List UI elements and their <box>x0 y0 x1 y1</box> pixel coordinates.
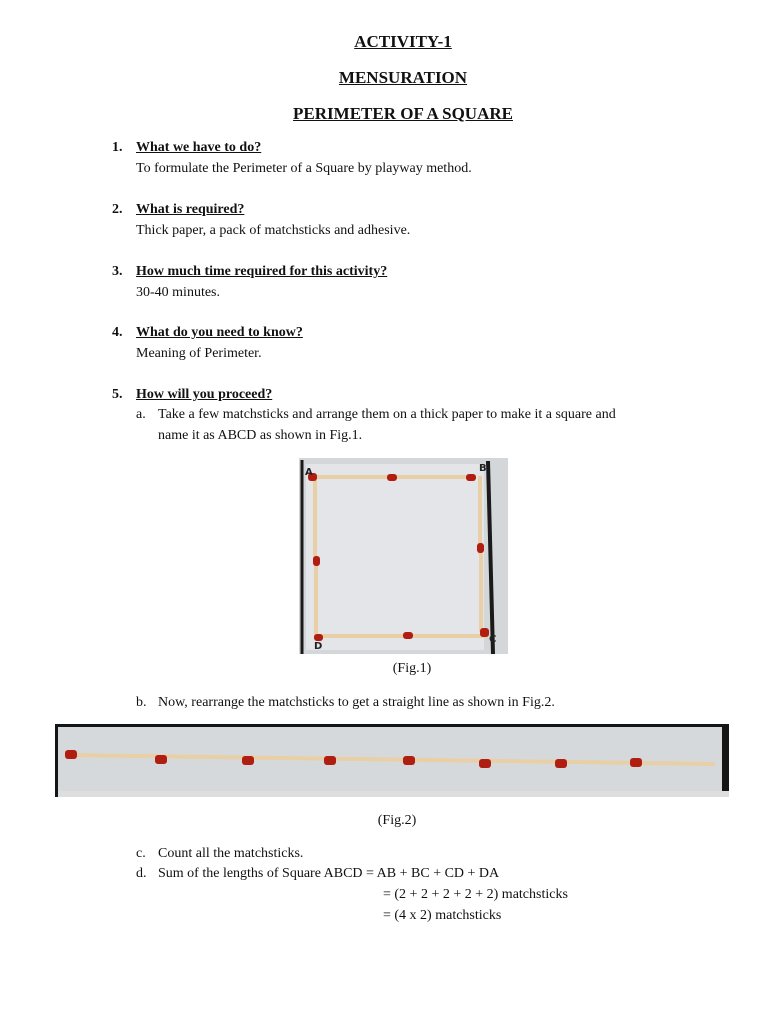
section-title: What is required? <box>136 202 245 217</box>
corner-label: A <box>305 467 313 478</box>
step-marker: a. <box>136 407 146 422</box>
section-number: 4. <box>112 325 123 340</box>
section-text: Thick paper, a pack of matchsticks and adhesive. <box>136 223 411 238</box>
figure-2-photo <box>55 724 729 797</box>
equation-line: = (2 + 2 + 2 + 2 + 2) matchsticks <box>383 887 568 902</box>
equation-line: = (4 x 2) matchsticks <box>383 908 502 923</box>
section-title: How much time required for this activity? <box>136 264 388 279</box>
topic-heading: PERIMETER OF A SQUARE <box>293 104 513 123</box>
step-text: Take a few matchsticks and arrange them on a thick paper to make it a square and <box>158 407 616 422</box>
step-marker: b. <box>136 695 147 710</box>
step-marker: d. <box>136 866 147 881</box>
step-text: Sum of the lengths of Square ABCD = AB + BC + CD + DA <box>158 866 500 881</box>
section-number: 1. <box>112 140 123 155</box>
section-title: What do you need to know? <box>136 325 303 340</box>
activity-heading: ACTIVITY-1 <box>354 32 452 51</box>
step-text: Count all the matchsticks. <box>158 846 304 861</box>
step-text: name it as ABCD as shown in Fig.1. <box>158 428 363 443</box>
figure-1-caption: (Fig.1) <box>392 661 432 676</box>
section-text: Meaning of Perimeter. <box>136 346 262 361</box>
section-title: How will you proceed? <box>136 387 273 402</box>
section-text: 30-40 minutes. <box>136 285 220 300</box>
step-text: Now, rearrange the matchsticks to get a straight line as shown in Fig.2. <box>158 695 555 710</box>
section-title: What we have to do? <box>136 140 262 155</box>
subject-heading: MENSURATION <box>338 68 468 87</box>
corner-label: D <box>314 641 323 652</box>
step-marker: c. <box>136 846 146 861</box>
section-number: 3. <box>112 264 123 279</box>
figure-2-caption: (Fig.2) <box>377 813 417 828</box>
corner-label: C <box>489 634 497 645</box>
section-text: To formulate the Perimeter of a Square by playway method. <box>136 161 472 176</box>
section-number: 2. <box>112 202 123 217</box>
figure-1-photo <box>299 458 508 654</box>
section-number: 5. <box>112 387 123 402</box>
corner-label: B <box>479 463 487 474</box>
